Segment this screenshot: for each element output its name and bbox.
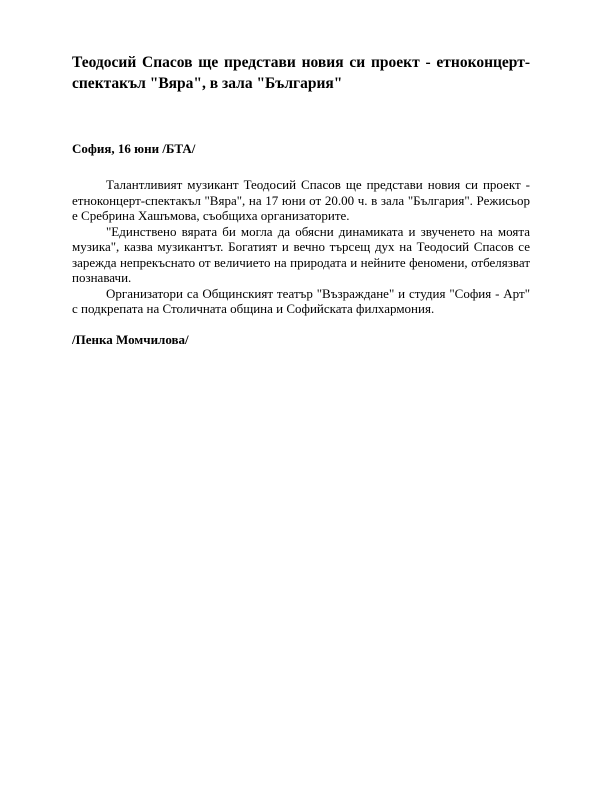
article-title: Теодосий Спасов ще представи новия си проект - етноконцерт-спектакъл "Вяра", в зала "България" [72, 54, 530, 92]
article-paragraph: Талантливият музикант Теодосий Спасов ще представи новия си проект - етноконцерт-спектакъл "Вяра", на 17 юни от 20.00 ч. в зала "България". Режисьор е Сребрина Хашъмова, съобщиха организаторите. [72, 177, 530, 223]
article-dateline: София, 16 юни /БТА/ [72, 141, 196, 156]
article-author: /Пенка Момчилова/ [72, 331, 189, 347]
article-paragraph: "Единствено вярата би могла да обясни динамиката и звученето на моята музика", казва музикантът. Богатият и вечно търсещ дух на Теодосий Спасов се зарежда непрекъснато от величието на природата и нейните феномени, отбелязват познавачи. [72, 223, 530, 285]
article-paragraph: Организатори са Общинският театър "Възраждане" и студия "София - Арт" с подкрепата на Столичната община и Софийската филхармония. [72, 285, 530, 316]
article-body [72, 177, 530, 317]
document-page [72, 52, 530, 348]
